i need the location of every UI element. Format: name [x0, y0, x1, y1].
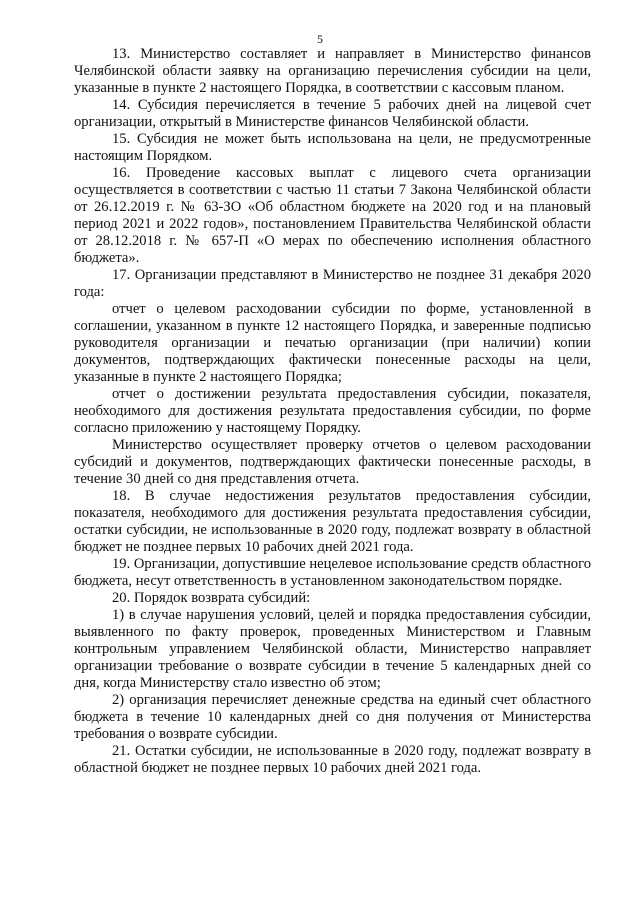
paragraph-21: 21. Остатки субсидии, не использованные в 2020 году, подлежат возврату в областной бюджет не позднее первых 10 рабочих дней 2021 года. — [74, 743, 591, 776]
paragraph-17: 17. Организации представляют в Министерство не позднее 31 декабря 2020 года: — [74, 267, 591, 300]
paragraph-18: 18. В случае недостижения результатов предоставления субсидии, показателя, необходимого для достижения результата предоставления субсидии, остатки субсидии, не использованные в 2020 году, подлежат возврату в областной бюджет не позднее первых 10 рабочих дней 2021 года. — [74, 488, 591, 555]
page-number: 5 — [317, 32, 323, 46]
paragraph-20-item-2: 2) организация перечисляет денежные средства на единый счет областного бюджета в течение 10 календарных дней со дня получения от Министерства требования о возврате субсидии. — [74, 692, 591, 742]
paragraph-19: 19. Организации, допустившие нецелевое использование средств областного бюджета, несут ответственность в установленном законодательством порядке. — [74, 556, 591, 589]
paragraph-13: 13. Министерство составляет и направляет в Министерство финансов Челябинской области заявку на организацию перечисления субсидии на цели, указанные в пункте 2 настоящего Порядка, в соответствии с кассовым планом. — [74, 46, 591, 96]
paragraph-20-item-1: 1) в случае нарушения условий, целей и порядка предоставления субсидии, выявленного по факту проверок, проведенных Министерством и Главным контрольным управлением Челябинской области, Министерство направляет организации требование о возврате субсидии в течение 5 календарных дней со дня, когда Министерству стало известно об этом; — [74, 607, 591, 691]
paragraph-17-report-targeted: отчет о целевом расходовании субсидии по форме, установленной в соглашении, указанном в пункте 12 настоящего Порядка, и заверенные подписью руководителя организации и печатью организации (при наличии) копии документов, подтверждающих фактически понесенные расходы на цели, указанные в пункте 2 настоящего Порядка; — [74, 301, 591, 385]
document-body — [74, 46, 591, 777]
paragraph-17-ministry-check: Министерство осуществляет проверку отчетов о целевом расходовании субсидий и документов, подтверждающих фактически понесенные расходы, в течение 30 дней со дня представления отчета. — [74, 437, 591, 487]
paragraph-17-report-result: отчет о достижении результата предоставления субсидии, показателя, необходимого для достижения результата предоставления субсидии, по форме согласно приложению у настоящему Порядку. — [74, 386, 591, 436]
paragraph-15: 15. Субсидия не может быть использована на цели, не предусмотренные настоящим Порядком. — [74, 131, 591, 164]
paragraph-14: 14. Субсидия перечисляется в течение 5 рабочих дней на лицевой счет организации, открытый в Министерстве финансов Челябинской области. — [74, 97, 591, 130]
paragraph-16: 16. Проведение кассовых выплат с лицевого счета организации осуществляется в соответствии с частью 11 статьи 7 Закона Челябинской области от 26.12.2019 г. № 63-ЗО «Об областном бюджете на 2020 год и на плановый период 2021 и 2022 годов», постановлением Правительства Челябинской области от 28.12.2018 г. № 657-П «О мерах по обеспечению исполнения областного бюджета». — [74, 165, 591, 266]
paragraph-20: 20. Порядок возврата субсидий: — [112, 590, 311, 606]
